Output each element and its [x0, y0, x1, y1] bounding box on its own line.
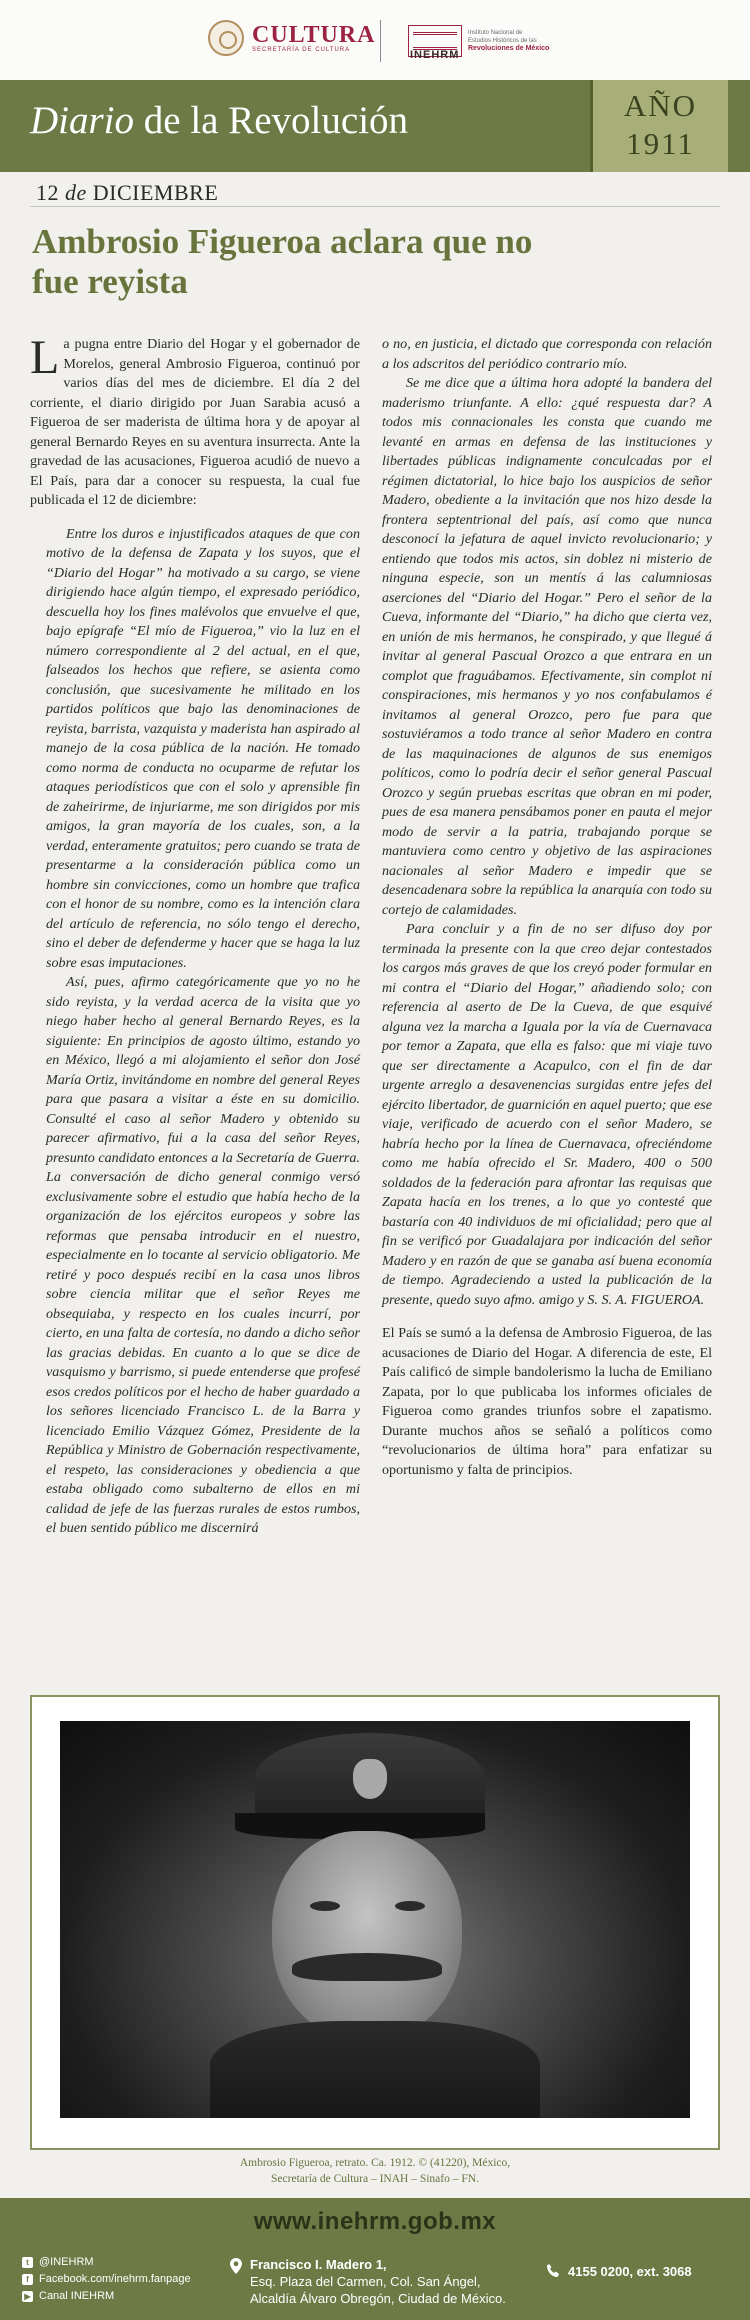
portrait-photo: [60, 1721, 690, 2118]
cap-badge: [353, 1759, 387, 1799]
drop-cap: L: [30, 331, 60, 384]
site-footer: [0, 2198, 750, 2320]
series-title-italic: Diario: [30, 99, 135, 142]
social-links: [22, 2254, 191, 2305]
date-month: DICIEMBRE: [92, 180, 219, 205]
intro-text: a pugna entre Diario del Hogar y el gobernador de Morelos, general Ambrosio Figueroa, continuó por varios días del mes de diciembre. El día 2 del corriente, el diario dirigido por Juan Sarabia acusó a Figueroa de ser maderista de última hora y de apoyar al general Bernardo Reyes en su aventura insurrecta. Ante la gravedad de las acusaciones, Figueroa acudió de nuevo a El País, para dar a conocer su respuesta, la cual fue publicada el 12 de diciembre:: [30, 336, 360, 508]
left-eye: [310, 1901, 340, 1911]
inehrm-line-1: Instituto Nacional de: [468, 30, 523, 36]
intro-paragraph: [30, 331, 360, 511]
phone-text: 4155 0200, ext. 3068: [568, 2264, 692, 2279]
caption-line-2: Secretaría de Cultura – INAH – Sinafo – FN.: [271, 2173, 479, 2185]
quote-paragraph-2-cont: o no, en justicia, el dictado que corresponda con relación a los adscritos del periódico contrario mío.: [382, 336, 712, 372]
channel-name: Canal INEHRM: [39, 2290, 115, 2302]
twitter-handle: @INEHRM: [39, 2256, 94, 2268]
quote-paragraph-3: Se me dice que a última hora adopté la bandera del maderismo triunfante. A ello: ¿qué respuesta dar? A todos mis connacionales les consta que cuando me levanté en armas en defensa de las instituciones y libertades públicas indignamente conculcadas por el régimen dictatorial, lo hice bajo los auspicios de señor Madero, obediente a la invitación que nos hizo desde la frontera septentrional del país, así como que nunca desconocí la jefatura de aquel invicto revolucionario; y entiendo que todos mis actos, sin doblez ni misterio de ninguna especie, son un mentís á las calumniosas aserciones del “Diario del Hogar.” Pero el señor de la Cueva, informante del “Diario,” ha dicho que cierta vez, en unión de mis hermanos, he conspirado, y que llegué á invitar al general Pascual Orozco a que entrara en un complot que fraguábamos. Efectivamente, sin complot ni conspiraciones, mis hermanos y yo nos confabulamos é invitamos al general Orozco, pero fue para que sostuviéramos a todo trance al señor Madero en contra de las maquinaciones de algunos de sus enemigos políticos, como lo podría decir el señor general Pascual Orozco y según pruebas escritas que obran en mi poder, pues de esa manera pensábamos poner en pauta el mejor modo de servir a la patria, trabajando porque se mantuviera como centro y objetivo de las aspiraciones nacionales al señor Madero e impedir que se desencadenara sobre la república la anarquía con todo su cortejo de calamidades.: [382, 375, 712, 918]
entry-date: [36, 180, 218, 206]
mexico-seal-icon: [208, 20, 244, 56]
logo-divider: [380, 20, 381, 62]
article-column-left: [30, 331, 360, 1539]
photo-frame: [30, 1695, 720, 2150]
series-title-rest: de la Revolución: [134, 99, 409, 142]
facebook-link[interactable]: [22, 2271, 191, 2288]
phone-number[interactable]: [568, 2264, 692, 2279]
website-link[interactable]: www.inehrm.gob.mx: [253, 2208, 497, 2235]
youtube-link[interactable]: [22, 2288, 191, 2305]
quote-paragraph-4: Para concluir y a fin de no ser difuso doy por terminada la presente con la que creo dejar contestados los cargos más graves de que los creyó poder formular en mi contra el “Diario del Hogar,” añadiendo solo; con referencia al aserto de De la Cueva, de que esquivé alguna vez la marcha a Iguala por la vía de Cuernavaca por temor a Zapata, que ella es falso: que mi viaje tuvo que ser directamente a Acapulco, con el fin de dar urgente arreglo a desavenencias surgidas entre jefes del ejército libertador, de guarnición en aquel puerto; que ese viaje, verificado de acuerdo con el señor Madero, se habría hecho por la línea de Cuernavaca, ofreciéndome como me había ofrecido el Sr. Madero, 400 o 500 soldados de la federación para afrontar las requisas que Zapata hacía en los trenes, a lo que yo contesté que bastaría con 40 individuos de mi oficialidad; pero que al fin se verificó por Guadalajara por indicación del señor Madero y en razón de que se ganaba así buena economía de tiempo. Agradeciendo a usted la publicación de la presente, quedo suyo afmo. amigo y S. S. A. FIGUEROA.: [382, 921, 712, 1308]
article-column-right: [382, 335, 712, 1480]
cultura-logo[interactable]: [208, 20, 375, 56]
date-de: de: [65, 180, 87, 205]
year-label: AÑO: [623, 88, 698, 123]
site-header: [0, 0, 750, 80]
quote-paragraph-1: Entre los duros e injustificados ataques de que con motivo de la defensa de Zapata y los suyos, que el “Diario del Hogar” ha motivado a su cargo, se viene dirigiendo hace algún tiempo, el expresado periódico, descuella hoy los fines malévolos que envuelve el que, bajo epígrafe “El mío de Figueroa,” vio la luz en el número correspondiente al 2 del actual, en el que, falseados los hechos que refiere, se asienta como conclusión, que sucesivamente he militado en los partidos políticos que bajo las denominaciones de reyista, barrista, vazquista y maderista han aspirado al manejo de la cosa pública de la nación. He tomado como norma de conducta no ocuparme de refutar los ataques periodísticos que con el solo y aprensible fin de zaheirirme, de injuriarme, me son dirigidos por mis amigos, la gran mayoría de los cuales, son, a la verdad, enteramente gratuitos; pero cuando se trata de presentarme a la consideración pública como un hombre sin convicciones, como un hombre que trafica con el honor de su nombre, como es la intención clara del artículo de referencia, no sólo tengo el derecho, sino el deber de defenderme y hacer que se haga la luz sobre esas imputaciones.: [46, 525, 360, 971]
location-pin-icon: [230, 2258, 242, 2274]
cultura-subtitle: SECRETARÍA DE CULTURA: [252, 47, 351, 53]
inehrm-wordmark: INEHRM: [410, 49, 460, 61]
twitter-link[interactable]: [22, 2254, 191, 2271]
youtube-icon: ▶: [22, 2291, 33, 2302]
facebook-url: Facebook.com/inehrm.fanpage: [39, 2273, 191, 2285]
address-line-3: Alcaldía Álvaro Obregón, Ciudad de México.: [250, 2291, 506, 2306]
caption-line-1: Ambrosio Figueroa, retrato. Ca. 1912. © (41220), México,: [239, 2157, 511, 2169]
outro-paragraph: El País se sumó a la defensa de Ambrosio Figueroa, de las acusaciones de Diario del Hogar. A diferencia de este, El País calificó de simple bandolerismo la lucha de Emiliano Zapata, por lo que publicaba los informes oficiales de Figueroa como grandes triunfos sobre el zapatismo. Durante muchos años se señaló a políticos como “revolucionarios de última hora” para enfatizar su oportunismo y falta de principios.: [382, 1325, 712, 1478]
address-line-2: Esq. Plaza del Carmen, Col. San Ángel,: [250, 2274, 481, 2289]
date-day: 12: [36, 180, 59, 205]
year-number: 1911: [626, 126, 695, 161]
twitter-icon: t: [22, 2257, 33, 2268]
portrait-face: [272, 1831, 462, 2041]
cultura-wordmark: CULTURA: [252, 22, 376, 48]
article-headline: Ambrosio Figueroa aclara que no fue reyista: [32, 222, 533, 301]
address-block: [250, 2256, 506, 2307]
address-line-1: Francisco I. Madero 1,: [250, 2257, 387, 2272]
uniform-collar: [210, 2021, 540, 2118]
year-box: [590, 80, 728, 172]
quote-paragraph-2: Así, pues, afirmo categóricamente que yo no he sido reyista, y la verdad acerca de la visita que yo niego haber hecho al general Bernardo Reyes, es la siguiente: En principios de agosto último, estando yo en México, llegó a mi alojamiento el señor don José María Ortiz, invitándome en nombre del general Reyes para que pasara a visitar a éste en su domicilio. Consulté el caso al señor Madero y obtenido su parecer afirmativo, fui a la casa del señor Reyes, presunto candidato entonces a la Secretaría de Guerra. La conversación de dicho general conmigo versó exclusivamente sobre el estudio que había hecho de la organización de los ejércitos europeos y sobre las reformas que pensaba introducir en el nuestro, especialmente en lo tocante al servicio obligatorio. Me retiré y poco después recibí en la casa unos libros sobre ciencia militar que el señor Reyes me obsequiaba, y respecto en los cuales incurrí, por cierto, en una falta de cortesía, no dando a dicho señor las gracias debidas. En cuanto a lo que se dice de vasquismo y barrismo, si puede entenderse que profesé esos credos políticos por el hecho de haber guardado a los señores licenciado Francisco L. de la Barra y licenciado Emilio Vázquez Gómez, Presidente de la República y Ministro de Gobernación respectivamente, el respeto, las consideraciones y obediencia a que estaba obligado como subalterno de ellos en mi calidad de jefe de las fuerzas rurales de estos rumbos, el buen sentido público me discernirá: [46, 974, 360, 1536]
inehrm-fullname: [468, 29, 549, 53]
facebook-icon: f: [22, 2274, 33, 2285]
phone-icon: [546, 2264, 560, 2278]
date-rule: [30, 206, 720, 207]
inehrm-line-3: Revoluciones de México: [468, 45, 550, 52]
mustache: [292, 1953, 442, 1981]
series-title: [30, 98, 408, 143]
photo-caption: [0, 2155, 750, 2187]
inehrm-line-2: Estudios Históricos de las: [468, 38, 537, 44]
right-eye: [395, 1901, 425, 1911]
